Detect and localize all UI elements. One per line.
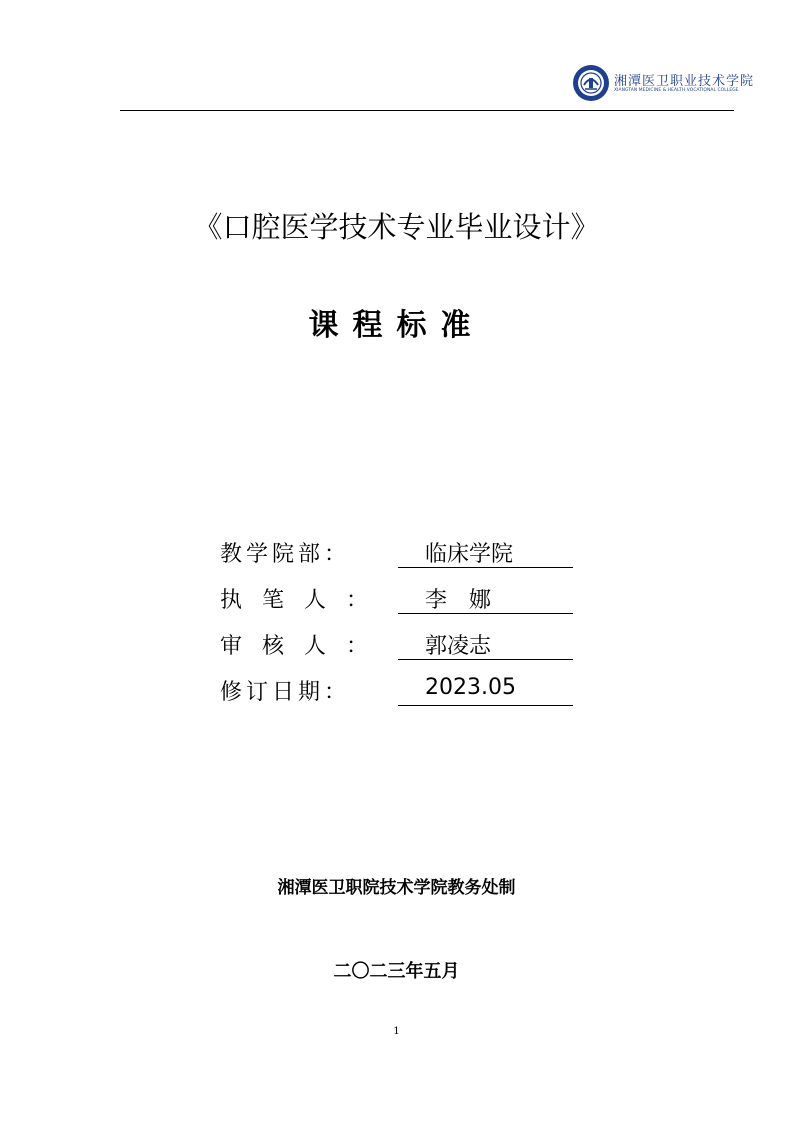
info-value-department-field xyxy=(398,537,573,568)
info-label-author: 执 笔 人 ： xyxy=(220,588,368,613)
info-value-author: 李 娜 xyxy=(425,588,492,613)
info-value-revision-date: 2023.05 xyxy=(425,675,516,700)
college-emblem-icon xyxy=(572,64,610,102)
college-logo xyxy=(572,64,755,104)
info-value-reviewer: 郭凌志 xyxy=(425,634,492,659)
logo-college-english-name: XIANGTAN MEDICINE & HEALTH VOCATIONAL COLLEGE xyxy=(614,88,739,93)
info-value-department: 临床学院 xyxy=(425,542,514,567)
info-label-revision-date: 修订日期： xyxy=(220,680,351,705)
page-number: 1 xyxy=(393,1026,400,1037)
logo-college-name: 湘潭医卫职业技术学院 xyxy=(614,74,755,89)
issue-date: 二〇二三年五月 xyxy=(333,961,460,982)
info-value-revision-date-field xyxy=(398,675,573,706)
info-value-reviewer-field xyxy=(398,629,573,660)
document-title: 《口腔医学技术专业毕业设计》 xyxy=(193,210,600,244)
document-subtitle: 课程标准 xyxy=(308,308,485,343)
info-label-reviewer: 审 核 人 ： xyxy=(220,634,368,659)
header-divider xyxy=(120,110,734,111)
info-label-department: 教学院部： xyxy=(220,542,351,567)
info-value-author-field xyxy=(398,583,573,614)
issuing-office: 湘潭医卫职院技术学院教务处制 xyxy=(277,878,516,898)
